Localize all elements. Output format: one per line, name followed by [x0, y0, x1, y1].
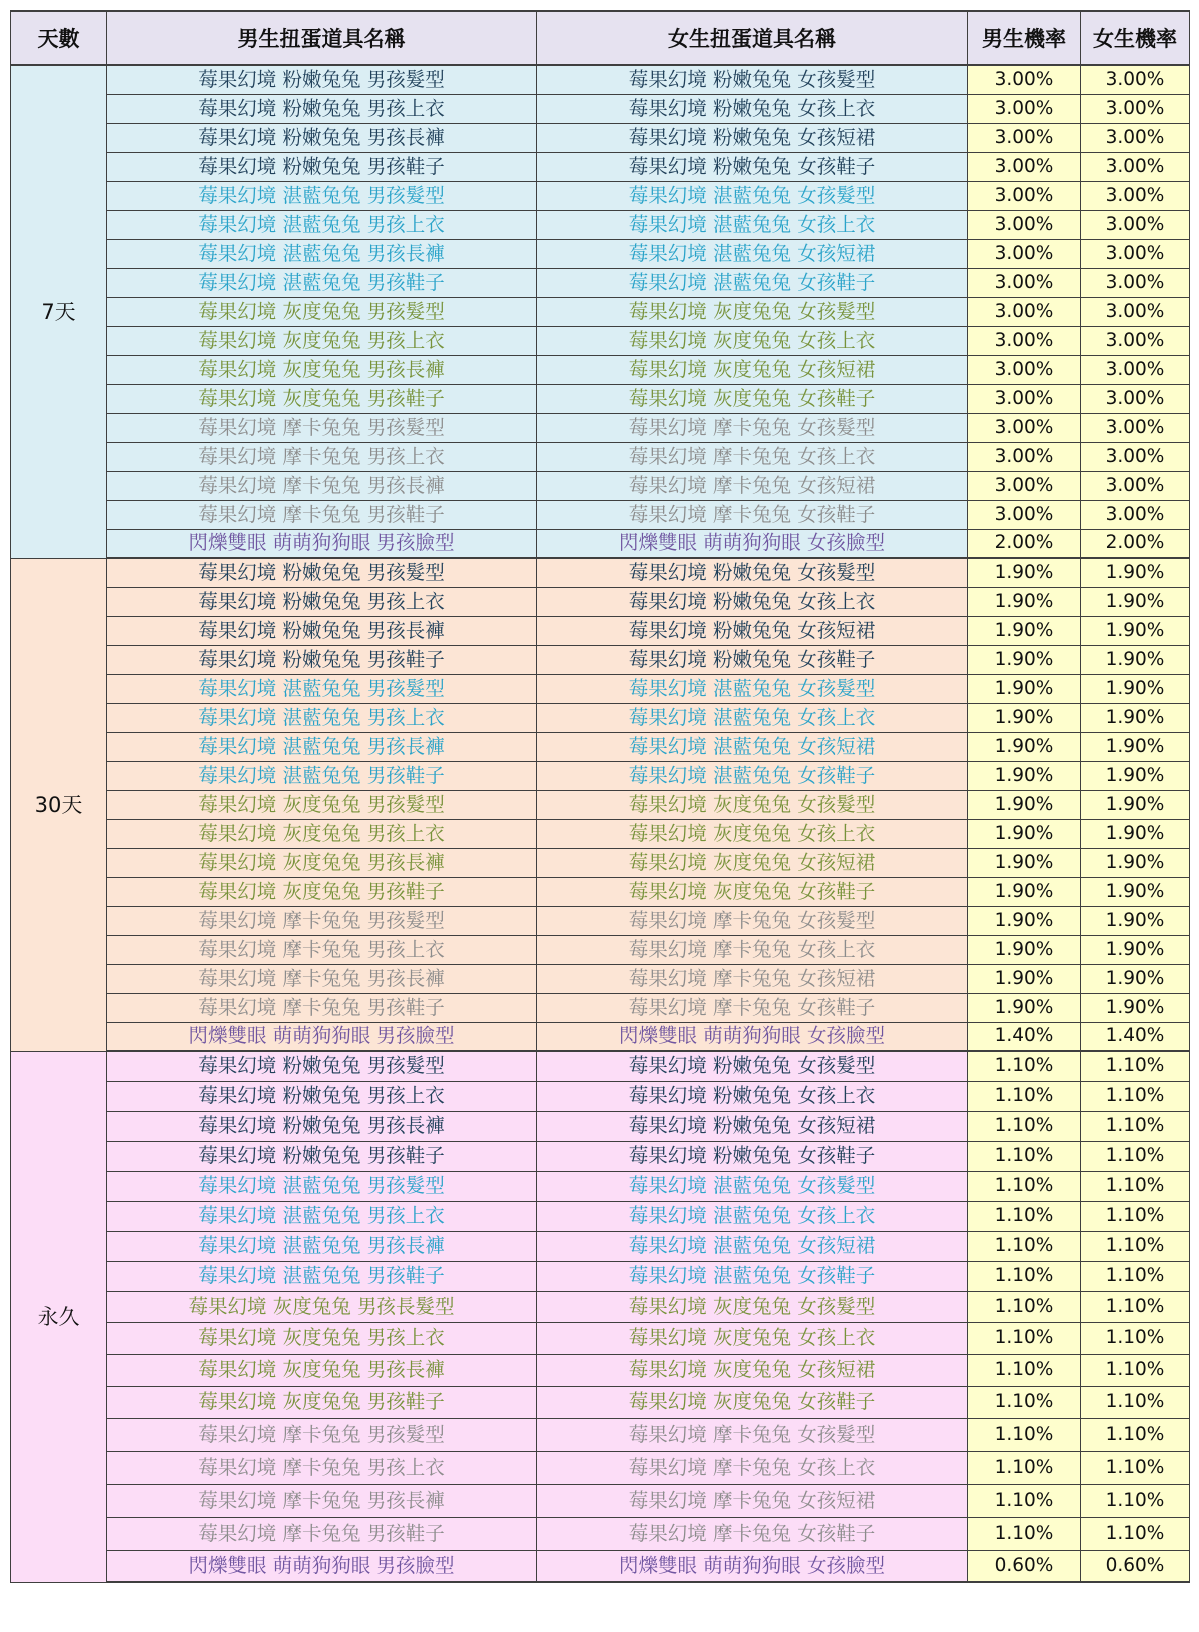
table-row: [11, 645, 1190, 674]
male-item-name: 閃爍雙眼 萌萌狗狗眼 男孩臉型: [107, 1022, 537, 1051]
male-item-name: 莓果幻境 湛藍兔兔 男孩長褲: [107, 239, 537, 268]
table-row: [11, 471, 1190, 500]
male-rate: 3.00%: [968, 94, 1081, 123]
female-rate: 1.10%: [1081, 1141, 1190, 1171]
male-rate: 1.90%: [968, 877, 1081, 906]
table-row: [11, 152, 1190, 181]
female-rate: 1.90%: [1081, 616, 1190, 645]
female-rate: 1.10%: [1081, 1231, 1190, 1261]
male-rate: 1.90%: [968, 732, 1081, 761]
table-row: [11, 1261, 1190, 1291]
table-row: [11, 442, 1190, 471]
male-item-name: 莓果幻境 摩卡兔兔 男孩長褲: [107, 964, 537, 993]
female-rate: 1.90%: [1081, 587, 1190, 616]
male-rate: 3.00%: [968, 442, 1081, 471]
male-item-name: 莓果幻境 灰度兔兔 男孩髮型: [107, 790, 537, 819]
table-row: [11, 848, 1190, 877]
table-row: [11, 1051, 1190, 1081]
table-row: [11, 297, 1190, 326]
female-rate: 3.00%: [1081, 413, 1190, 442]
female-rate: 1.90%: [1081, 848, 1190, 877]
female-rate: 1.10%: [1081, 1171, 1190, 1201]
female-item-name: 莓果幻境 湛藍兔兔 女孩短裙: [537, 732, 968, 761]
female-item-name: 莓果幻境 摩卡兔兔 女孩鞋子: [537, 500, 968, 529]
female-item-name: 莓果幻境 灰度兔兔 女孩上衣: [537, 326, 968, 355]
female-item-name: 閃爍雙眼 萌萌狗狗眼 女孩臉型: [537, 1022, 968, 1051]
female-item-name: 莓果幻境 灰度兔兔 女孩鞋子: [537, 384, 968, 413]
female-item-name: 莓果幻境 摩卡兔兔 女孩髮型: [537, 1418, 968, 1451]
female-rate: 3.00%: [1081, 210, 1190, 239]
female-item-name: 莓果幻境 灰度兔兔 女孩髮型: [537, 297, 968, 326]
female-rate: 2.00%: [1081, 529, 1190, 558]
female-rate: 3.00%: [1081, 297, 1190, 326]
table-row: [11, 384, 1190, 413]
female-item-name: 莓果幻境 湛藍兔兔 女孩短裙: [537, 239, 968, 268]
male-rate: 1.90%: [968, 645, 1081, 674]
female-rate: 3.00%: [1081, 152, 1190, 181]
female-item-name: 莓果幻境 摩卡兔兔 女孩上衣: [537, 442, 968, 471]
female-rate: 1.90%: [1081, 935, 1190, 964]
male-rate: 1.90%: [968, 790, 1081, 819]
male-item-name: 莓果幻境 粉嫩兔兔 男孩長褲: [107, 1111, 537, 1141]
male-item-name: 莓果幻境 灰度兔兔 男孩長髮型: [107, 1291, 537, 1322]
days-cell: 7天: [11, 65, 107, 558]
female-rate: 1.10%: [1081, 1451, 1190, 1484]
female-item-name: 莓果幻境 湛藍兔兔 女孩髮型: [537, 674, 968, 703]
male-item-name: 莓果幻境 粉嫩兔兔 男孩上衣: [107, 1081, 537, 1111]
table-row: [11, 1201, 1190, 1231]
female-rate: 3.00%: [1081, 500, 1190, 529]
female-item-name: 莓果幻境 湛藍兔兔 女孩鞋子: [537, 761, 968, 790]
male-rate: 1.10%: [968, 1141, 1081, 1171]
male-rate: 1.90%: [968, 558, 1081, 587]
table-row: [11, 210, 1190, 239]
male-item-name: 莓果幻境 摩卡兔兔 男孩鞋子: [107, 1517, 537, 1550]
male-item-name: 閃爍雙眼 萌萌狗狗眼 男孩臉型: [107, 529, 537, 558]
table-row: [11, 268, 1190, 297]
female-item-name: 莓果幻境 粉嫩兔兔 女孩髮型: [537, 558, 968, 587]
table-row: [11, 1231, 1190, 1261]
female-rate: 1.40%: [1081, 1022, 1190, 1051]
table-row: [11, 326, 1190, 355]
male-item-name: 莓果幻境 湛藍兔兔 男孩上衣: [107, 210, 537, 239]
female-item-name: 莓果幻境 粉嫩兔兔 女孩髮型: [537, 65, 968, 94]
female-rate: 1.10%: [1081, 1111, 1190, 1141]
table-row: [11, 703, 1190, 732]
female-rate: 1.10%: [1081, 1354, 1190, 1386]
male-item-name: 莓果幻境 摩卡兔兔 男孩上衣: [107, 1451, 537, 1484]
male-rate: 3.00%: [968, 500, 1081, 529]
male-rate: 1.90%: [968, 906, 1081, 935]
table-row: [11, 1081, 1190, 1111]
female-rate: 1.90%: [1081, 906, 1190, 935]
female-item-name: 莓果幻境 粉嫩兔兔 女孩短裙: [537, 1111, 968, 1141]
male-rate: 1.10%: [968, 1386, 1081, 1418]
table-row: [11, 1386, 1190, 1418]
table-row: [11, 1171, 1190, 1201]
female-item-name: 莓果幻境 摩卡兔兔 女孩短裙: [537, 471, 968, 500]
female-item-name: 莓果幻境 灰度兔兔 女孩上衣: [537, 819, 968, 848]
female-rate: 1.10%: [1081, 1051, 1190, 1081]
male-item-name: 莓果幻境 湛藍兔兔 男孩髮型: [107, 1171, 537, 1201]
male-rate: 1.90%: [968, 964, 1081, 993]
female-item-name: 莓果幻境 粉嫩兔兔 女孩鞋子: [537, 1141, 968, 1171]
table-row: [11, 529, 1190, 558]
female-item-name: 莓果幻境 粉嫩兔兔 女孩短裙: [537, 123, 968, 152]
table-row: [11, 94, 1190, 123]
female-item-name: 閃爍雙眼 萌萌狗狗眼 女孩臉型: [537, 1550, 968, 1582]
male-item-name: 莓果幻境 湛藍兔兔 男孩長褲: [107, 732, 537, 761]
table-row: [11, 1451, 1190, 1484]
female-item-name: 莓果幻境 湛藍兔兔 女孩鞋子: [537, 1261, 968, 1291]
male-rate: 3.00%: [968, 413, 1081, 442]
table-row: [11, 993, 1190, 1022]
table-row: [11, 1484, 1190, 1517]
table-row: [11, 65, 1190, 94]
female-item-name: 莓果幻境 摩卡兔兔 女孩短裙: [537, 964, 968, 993]
table-row: [11, 1141, 1190, 1171]
male-item-name: 莓果幻境 粉嫩兔兔 男孩長褲: [107, 616, 537, 645]
female-rate: 3.00%: [1081, 239, 1190, 268]
male-item-name: 莓果幻境 灰度兔兔 男孩上衣: [107, 819, 537, 848]
female-item-name: 莓果幻境 湛藍兔兔 女孩短裙: [537, 1231, 968, 1261]
male-item-name: 莓果幻境 湛藍兔兔 男孩鞋子: [107, 1261, 537, 1291]
table-row: [11, 1418, 1190, 1451]
female-rate: 1.90%: [1081, 732, 1190, 761]
header-male-rate: 男生機率: [968, 11, 1081, 65]
female-rate: 3.00%: [1081, 355, 1190, 384]
female-item-name: 莓果幻境 灰度兔兔 女孩鞋子: [537, 877, 968, 906]
female-item-name: 莓果幻境 湛藍兔兔 女孩髮型: [537, 1171, 968, 1201]
female-item-name: 莓果幻境 摩卡兔兔 女孩上衣: [537, 1451, 968, 1484]
male-item-name: 莓果幻境 灰度兔兔 男孩長褲: [107, 355, 537, 384]
male-rate: 1.90%: [968, 703, 1081, 732]
table-row: [11, 761, 1190, 790]
male-rate: 0.60%: [968, 1550, 1081, 1582]
male-rate: 1.90%: [968, 819, 1081, 848]
table-row: [11, 1291, 1190, 1322]
male-item-name: 莓果幻境 粉嫩兔兔 男孩鞋子: [107, 645, 537, 674]
table-row: [11, 877, 1190, 906]
male-item-name: 莓果幻境 摩卡兔兔 男孩髮型: [107, 1418, 537, 1451]
female-rate: 3.00%: [1081, 471, 1190, 500]
male-rate: 3.00%: [968, 239, 1081, 268]
table-row: [11, 674, 1190, 703]
header-female-item: 女生扭蛋道具名稱: [537, 11, 968, 65]
female-rate: 3.00%: [1081, 268, 1190, 297]
male-item-name: 莓果幻境 粉嫩兔兔 男孩髮型: [107, 1051, 537, 1081]
male-rate: 1.90%: [968, 587, 1081, 616]
male-item-name: 莓果幻境 灰度兔兔 男孩鞋子: [107, 877, 537, 906]
table-row: [11, 819, 1190, 848]
male-rate: 1.90%: [968, 616, 1081, 645]
female-item-name: 莓果幻境 摩卡兔兔 女孩髮型: [537, 906, 968, 935]
female-item-name: 莓果幻境 摩卡兔兔 女孩髮型: [537, 413, 968, 442]
male-item-name: 莓果幻境 灰度兔兔 男孩長褲: [107, 848, 537, 877]
male-rate: 1.10%: [968, 1081, 1081, 1111]
female-item-name: 莓果幻境 灰度兔兔 女孩髮型: [537, 790, 968, 819]
male-rate: 3.00%: [968, 181, 1081, 210]
male-item-name: 莓果幻境 粉嫩兔兔 男孩上衣: [107, 94, 537, 123]
male-item-name: 莓果幻境 摩卡兔兔 男孩上衣: [107, 442, 537, 471]
female-item-name: 莓果幻境 摩卡兔兔 女孩短裙: [537, 1484, 968, 1517]
male-item-name: 莓果幻境 湛藍兔兔 男孩上衣: [107, 1201, 537, 1231]
table-row: [11, 558, 1190, 587]
male-rate: 2.00%: [968, 529, 1081, 558]
female-item-name: 莓果幻境 灰度兔兔 女孩短裙: [537, 355, 968, 384]
female-rate: 1.10%: [1081, 1261, 1190, 1291]
days-cell: 30天: [11, 558, 107, 1051]
female-rate: 1.10%: [1081, 1517, 1190, 1550]
male-rate: 1.10%: [968, 1171, 1081, 1201]
table-row: [11, 616, 1190, 645]
male-item-name: 莓果幻境 湛藍兔兔 男孩髮型: [107, 181, 537, 210]
table-header-row: [11, 11, 1190, 65]
male-rate: 1.10%: [968, 1051, 1081, 1081]
male-rate: 3.00%: [968, 268, 1081, 297]
male-rate: 1.10%: [968, 1517, 1081, 1550]
male-item-name: 莓果幻境 灰度兔兔 男孩上衣: [107, 1322, 537, 1354]
table-row: [11, 181, 1190, 210]
female-rate: 1.90%: [1081, 877, 1190, 906]
male-item-name: 莓果幻境 摩卡兔兔 男孩髮型: [107, 906, 537, 935]
male-rate: 3.00%: [968, 210, 1081, 239]
male-rate: 1.90%: [968, 848, 1081, 877]
female-rate: 1.10%: [1081, 1484, 1190, 1517]
male-item-name: 莓果幻境 灰度兔兔 男孩髮型: [107, 297, 537, 326]
female-rate: 0.60%: [1081, 1550, 1190, 1582]
male-rate: 3.00%: [968, 384, 1081, 413]
male-rate: 1.90%: [968, 935, 1081, 964]
female-item-name: 莓果幻境 粉嫩兔兔 女孩髮型: [537, 1051, 968, 1081]
female-rate: 1.90%: [1081, 674, 1190, 703]
male-rate: 3.00%: [968, 471, 1081, 500]
table-row: [11, 500, 1190, 529]
male-item-name: 莓果幻境 粉嫩兔兔 男孩鞋子: [107, 1141, 537, 1171]
female-item-name: 莓果幻境 粉嫩兔兔 女孩上衣: [537, 587, 968, 616]
female-rate: 1.90%: [1081, 964, 1190, 993]
female-rate: 1.10%: [1081, 1291, 1190, 1322]
header-days: 天數: [11, 11, 107, 65]
male-rate: 3.00%: [968, 152, 1081, 181]
male-rate: 1.90%: [968, 993, 1081, 1022]
male-rate: 3.00%: [968, 326, 1081, 355]
table-row: [11, 587, 1190, 616]
male-item-name: 莓果幻境 湛藍兔兔 男孩髮型: [107, 674, 537, 703]
female-item-name: 莓果幻境 粉嫩兔兔 女孩短裙: [537, 616, 968, 645]
table-row: [11, 732, 1190, 761]
male-rate: 1.10%: [968, 1322, 1081, 1354]
male-item-name: 莓果幻境 粉嫩兔兔 男孩髮型: [107, 65, 537, 94]
female-item-name: 莓果幻境 粉嫩兔兔 女孩鞋子: [537, 152, 968, 181]
table-row: [11, 1022, 1190, 1051]
gacha-probability-table: [10, 10, 1190, 1583]
female-item-name: 莓果幻境 灰度兔兔 女孩髮型: [537, 1291, 968, 1322]
female-item-name: 莓果幻境 灰度兔兔 女孩上衣: [537, 1322, 968, 1354]
male-rate: 1.10%: [968, 1484, 1081, 1517]
female-item-name: 莓果幻境 湛藍兔兔 女孩上衣: [537, 1201, 968, 1231]
female-rate: 3.00%: [1081, 442, 1190, 471]
female-rate: 1.90%: [1081, 993, 1190, 1022]
male-rate: 1.10%: [968, 1111, 1081, 1141]
female-rate: 1.90%: [1081, 819, 1190, 848]
male-rate: 1.10%: [968, 1291, 1081, 1322]
table-row: [11, 123, 1190, 152]
table-row: [11, 1354, 1190, 1386]
male-item-name: 莓果幻境 灰度兔兔 男孩上衣: [107, 326, 537, 355]
male-item-name: 莓果幻境 湛藍兔兔 男孩長褲: [107, 1231, 537, 1261]
female-item-name: 莓果幻境 粉嫩兔兔 女孩上衣: [537, 94, 968, 123]
female-item-name: 閃爍雙眼 萌萌狗狗眼 女孩臉型: [537, 529, 968, 558]
table-row: [11, 935, 1190, 964]
female-item-name: 莓果幻境 灰度兔兔 女孩短裙: [537, 848, 968, 877]
table-row: [11, 1111, 1190, 1141]
female-item-name: 莓果幻境 湛藍兔兔 女孩鞋子: [537, 268, 968, 297]
male-item-name: 莓果幻境 粉嫩兔兔 男孩鞋子: [107, 152, 537, 181]
male-item-name: 莓果幻境 粉嫩兔兔 男孩上衣: [107, 587, 537, 616]
female-item-name: 莓果幻境 湛藍兔兔 女孩上衣: [537, 210, 968, 239]
male-item-name: 莓果幻境 灰度兔兔 男孩鞋子: [107, 384, 537, 413]
male-rate: 3.00%: [968, 297, 1081, 326]
male-rate: 1.10%: [968, 1201, 1081, 1231]
male-rate: 3.00%: [968, 65, 1081, 94]
female-rate: 1.10%: [1081, 1081, 1190, 1111]
header-male-item: 男生扭蛋道具名稱: [107, 11, 537, 65]
female-rate: 3.00%: [1081, 326, 1190, 355]
male-rate: 3.00%: [968, 355, 1081, 384]
female-item-name: 莓果幻境 摩卡兔兔 女孩鞋子: [537, 1517, 968, 1550]
female-rate: 3.00%: [1081, 123, 1190, 152]
male-rate: 1.90%: [968, 761, 1081, 790]
male-item-name: 莓果幻境 粉嫩兔兔 男孩髮型: [107, 558, 537, 587]
header-female-rate: 女生機率: [1081, 11, 1190, 65]
table-row: [11, 1517, 1190, 1550]
female-rate: 1.90%: [1081, 703, 1190, 732]
female-rate: 3.00%: [1081, 181, 1190, 210]
male-item-name: 莓果幻境 摩卡兔兔 男孩鞋子: [107, 993, 537, 1022]
female-item-name: 莓果幻境 湛藍兔兔 女孩髮型: [537, 181, 968, 210]
female-rate: 3.00%: [1081, 94, 1190, 123]
female-rate: 3.00%: [1081, 384, 1190, 413]
male-rate: 1.10%: [968, 1418, 1081, 1451]
table-row: [11, 906, 1190, 935]
female-item-name: 莓果幻境 粉嫩兔兔 女孩鞋子: [537, 645, 968, 674]
male-item-name: 莓果幻境 摩卡兔兔 男孩長褲: [107, 1484, 537, 1517]
table-body: [11, 65, 1190, 1582]
female-rate: 3.00%: [1081, 65, 1190, 94]
female-item-name: 莓果幻境 摩卡兔兔 女孩上衣: [537, 935, 968, 964]
table-row: [11, 239, 1190, 268]
female-item-name: 莓果幻境 摩卡兔兔 女孩鞋子: [537, 993, 968, 1022]
male-item-name: 莓果幻境 摩卡兔兔 男孩上衣: [107, 935, 537, 964]
male-item-name: 莓果幻境 摩卡兔兔 男孩髮型: [107, 413, 537, 442]
male-rate: 1.10%: [968, 1231, 1081, 1261]
table-row: [11, 964, 1190, 993]
male-item-name: 莓果幻境 摩卡兔兔 男孩長褲: [107, 471, 537, 500]
female-rate: 1.10%: [1081, 1386, 1190, 1418]
male-item-name: 莓果幻境 湛藍兔兔 男孩上衣: [107, 703, 537, 732]
female-item-name: 莓果幻境 灰度兔兔 女孩鞋子: [537, 1386, 968, 1418]
male-rate: 3.00%: [968, 123, 1081, 152]
female-item-name: 莓果幻境 灰度兔兔 女孩短裙: [537, 1354, 968, 1386]
female-rate: 1.90%: [1081, 558, 1190, 587]
female-item-name: 莓果幻境 粉嫩兔兔 女孩上衣: [537, 1081, 968, 1111]
days-cell: 永久: [11, 1051, 107, 1582]
male-rate: 1.40%: [968, 1022, 1081, 1051]
male-rate: 1.10%: [968, 1261, 1081, 1291]
table-row: [11, 413, 1190, 442]
male-item-name: 莓果幻境 湛藍兔兔 男孩鞋子: [107, 268, 537, 297]
male-rate: 1.10%: [968, 1354, 1081, 1386]
female-rate: 1.10%: [1081, 1322, 1190, 1354]
female-rate: 1.90%: [1081, 645, 1190, 674]
table-row: [11, 355, 1190, 384]
female-rate: 1.90%: [1081, 790, 1190, 819]
female-item-name: 莓果幻境 湛藍兔兔 女孩上衣: [537, 703, 968, 732]
male-item-name: 莓果幻境 摩卡兔兔 男孩鞋子: [107, 500, 537, 529]
male-item-name: 莓果幻境 粉嫩兔兔 男孩長褲: [107, 123, 537, 152]
female-rate: 1.10%: [1081, 1201, 1190, 1231]
male-item-name: 莓果幻境 湛藍兔兔 男孩鞋子: [107, 761, 537, 790]
male-item-name: 莓果幻境 灰度兔兔 男孩鞋子: [107, 1386, 537, 1418]
table-row: [11, 790, 1190, 819]
male-rate: 1.90%: [968, 674, 1081, 703]
female-rate: 1.90%: [1081, 761, 1190, 790]
male-item-name: 閃爍雙眼 萌萌狗狗眼 男孩臉型: [107, 1550, 537, 1582]
table-row: [11, 1550, 1190, 1582]
table-row: [11, 1322, 1190, 1354]
female-rate: 1.10%: [1081, 1418, 1190, 1451]
male-rate: 1.10%: [968, 1451, 1081, 1484]
male-item-name: 莓果幻境 灰度兔兔 男孩長褲: [107, 1354, 537, 1386]
